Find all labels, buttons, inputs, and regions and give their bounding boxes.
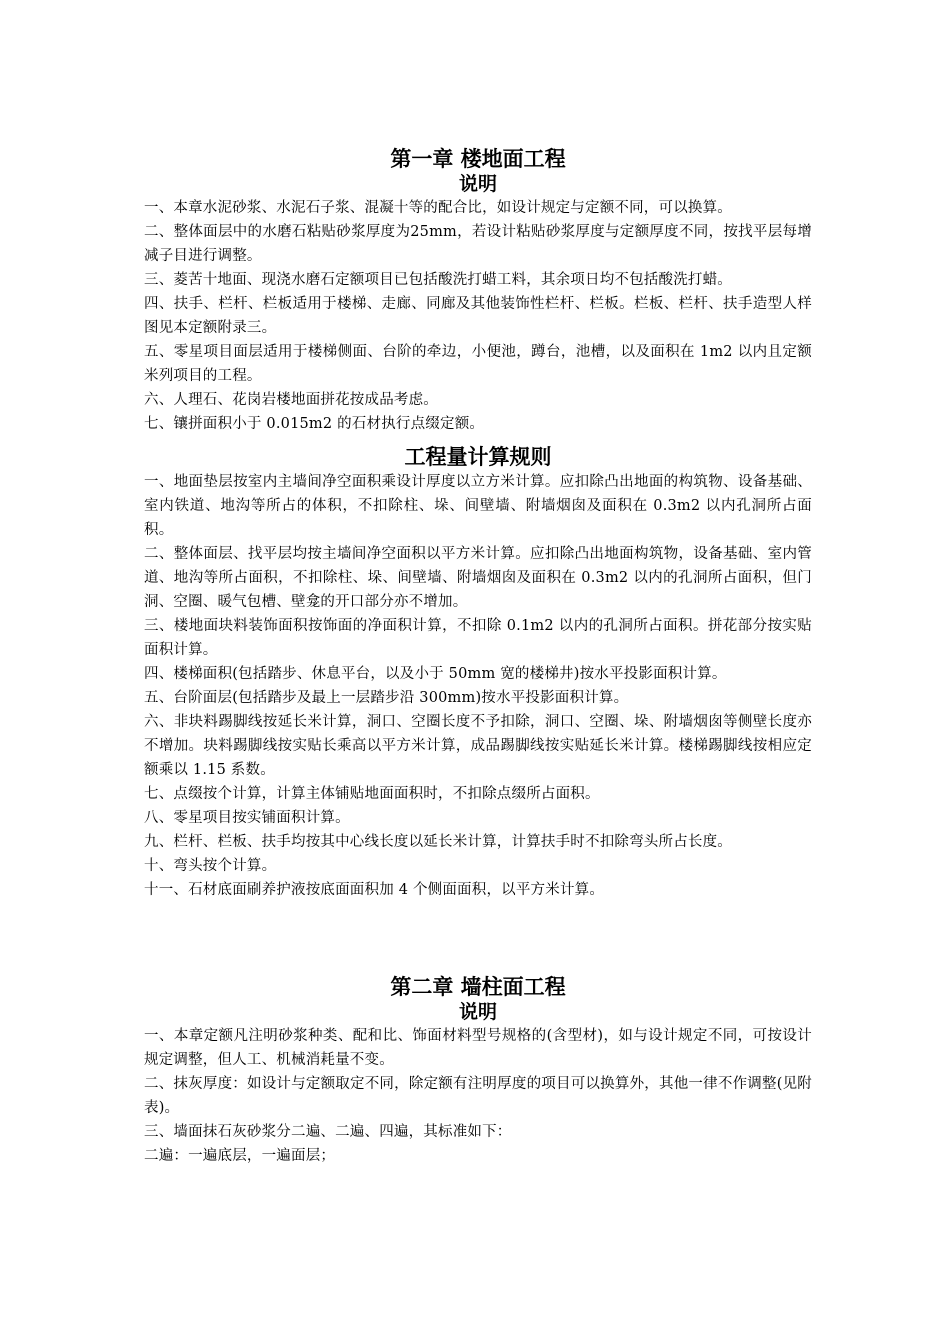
chapter2-paragraph: 三、墙面抹石灰砂浆分二遍、二遍、四遍，其标准如下： xyxy=(144,1124,512,1140)
rules-paragraph: 九、栏杆、栏板、扶手均按其中心线长度以延长米计算，计算扶手时不扣除弯头所占长度。 xyxy=(144,834,732,850)
chapter1-paragraph: 三、菱苦十地面、现浇水磨石定额项目已包括酸洗打蜡工料，其余项日均不包括酸洗打蜡。 xyxy=(144,272,732,288)
chapter1-subtitle: 说明 xyxy=(458,173,497,195)
chapter1-paragraph: 一、本章水泥砂浆、水泥石子浆、混凝十等的配合比，如设计规定与定额不同，可以换算。 xyxy=(144,200,732,216)
chapter2-subtitle: 说明 xyxy=(458,1001,497,1023)
rules-paragraph: 二、整体面层、找平层均按主墙间净空面积以平方米计算。应扣除凸出地面构筑物，设备基础、室内管道、地沟等所占面积，不扣除柱、垛、间壁墙、附墙烟囱及面积在 0.3m2 以内的孔洞所占面积，但门洞、空圈、暖气包槽、壁龛的开口部分亦不增加。 xyxy=(144,546,812,610)
rules-paragraph: 四、楼梯面积(包括踏步、休息平台，以及小于 50mm 宽的楼梯井)按水平投影面积计算。 xyxy=(144,666,727,682)
chapter1-paragraph: 六、人理石、花岗岩楼地面拼花按成品考虑。 xyxy=(144,392,438,408)
rules-paragraph: 六、非块料踢脚线按延长米计算，洞口、空圈长度不予扣除，洞口、空圈、垛、附墙烟囱等侧壁长度亦不增加。块料踢脚线按实贴长乘高以平方米计算，成品踢脚线按实贴延长米计算。楼梯踢脚线按相应定额乘以 1.15 系数。 xyxy=(144,714,812,778)
chapter1-paragraph: 四、扶手、栏杆、栏板适用于楼梯、走廊、同廊及其他装饰性栏杆、栏板。栏板、栏杆、扶手造型人样图见本定额附录三。 xyxy=(144,296,812,336)
chapter1-paragraph: 七、镶拼面积小于 0.015m2 的石材执行点缀定额。 xyxy=(144,416,485,432)
rules-paragraph: 一、地面垫层按室内主墙间净空面积乘设计厚度以立方米计算。应扣除凸出地面的构筑物、设备基础、室内铁道、地沟等所占的体积，不扣除柱、垛、间壁墙、附墙烟囱及面积在 0.3m2 以内孔洞所占面积。 xyxy=(144,474,812,538)
chapter2-paragraph: 二遍：一遍底层，一遍面层； xyxy=(144,1148,336,1164)
rules-paragraph: 三、楼地面块料装饰面积按饰面的净面积计算，不扣除 0.1m2 以内的孔洞所占面积。拼花部分按实贴面积计算。 xyxy=(144,618,812,658)
chapter1-paragraph: 五、零星项目面层适用于楼梯侧面、台阶的牵边，小便池，蹲台，池槽，以及面积在 1m2 以内且定额米列项目的工程。 xyxy=(144,344,812,384)
chapter2-title: 第二章 墙柱面工程 xyxy=(390,975,566,999)
rules-paragraph: 七、点缀按个计算，计算主体铺贴地面面积时，不扣除点缀所占面积。 xyxy=(144,786,600,802)
rules-paragraph: 十一、石材底面刷养护液按底面面积加 4 个侧面面积，以平方米计算。 xyxy=(144,882,605,898)
document-page xyxy=(144,146,812,1168)
rules-paragraph: 五、台阶面层(包括踏步及最上一层踏步沿 300mm)按水平投影面积计算。 xyxy=(144,690,629,706)
chapter1-title: 第一章 楼地面工程 xyxy=(390,147,566,171)
chapter2-paragraph: 一、本章定额凡注明砂浆种类、配和比、饰面材料型号规格的(含型材)，如与设计规定不同，可按设计规定调整，但人工、机械消耗量不变。 xyxy=(144,1028,812,1068)
rules-title: 工程量计算规则 xyxy=(404,445,552,469)
chapter2-paragraph: 二、抹灰厚度：如设计与定额取定不同，除定额有注明厚度的项目可以换算外，其他一律不作调整(见附表)。 xyxy=(144,1076,812,1116)
chapter1-paragraph: 二、整体面层中的水磨石粘贴砂浆厚度为25mm，若设计粘贴砂浆厚度与定额厚度不同，按找平层每增减子目进行调整。 xyxy=(144,224,812,264)
rules-paragraph: 十、弯头按个计算。 xyxy=(144,858,277,874)
rules-paragraph: 八、零星项目按实铺面积计算。 xyxy=(144,810,350,826)
